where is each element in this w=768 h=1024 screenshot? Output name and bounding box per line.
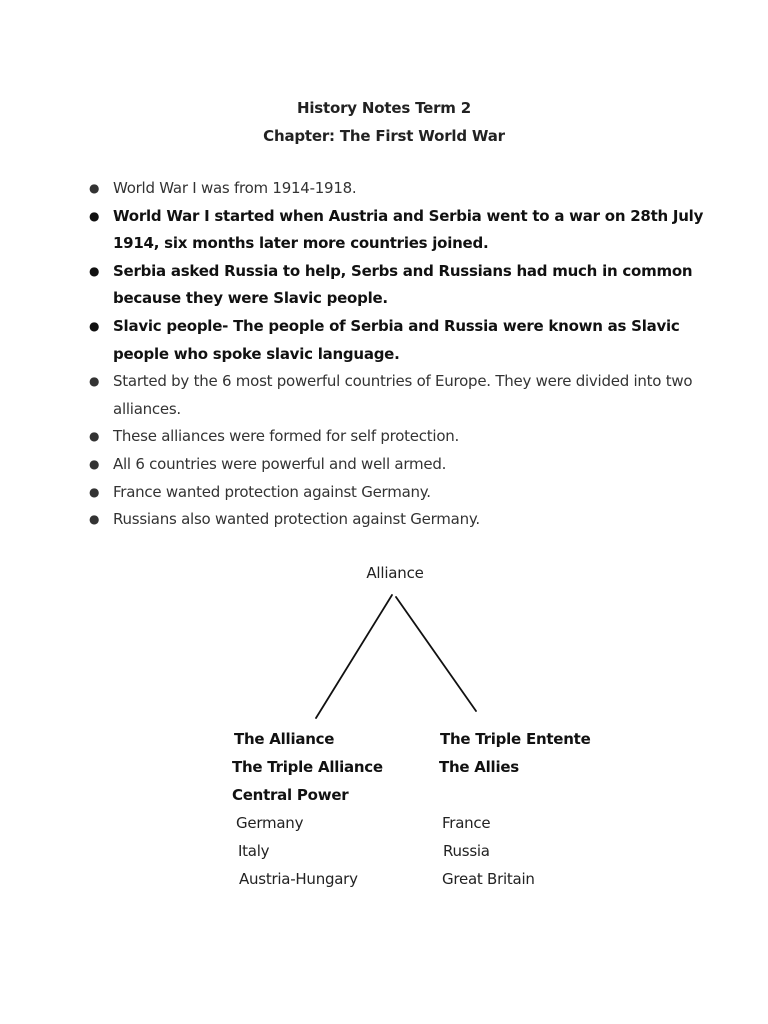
note-text: All 6 countries were powerful and well armed.	[113, 454, 447, 473]
bullet-icon: ●	[89, 263, 100, 278]
chapter-title: Chapter: The First World War	[263, 127, 505, 145]
left-alliance-column	[232, 725, 383, 893]
note-text: World War I started when Austria and Serbia went to a war on 28th July 1914, six months later more countries joined.	[113, 206, 704, 253]
note-item	[88, 451, 708, 479]
note-item	[88, 175, 708, 203]
bullet-icon: ●	[89, 318, 100, 333]
bullet-icon: ●	[89, 484, 100, 499]
left-heading: The Triple Alliance	[232, 758, 383, 776]
left-member: Austria-Hungary	[239, 870, 358, 888]
document-header	[0, 94, 768, 150]
note-text: Russians also wanted protection against Germany.	[113, 510, 480, 529]
bullet-icon: ●	[89, 374, 100, 389]
bullet-icon: ●	[89, 512, 100, 527]
left-heading: The Alliance	[234, 730, 335, 748]
note-item	[88, 479, 708, 507]
right-branch-line	[396, 597, 476, 711]
bullet-icon: ●	[89, 181, 100, 195]
note-item	[88, 423, 708, 451]
bullet-icon: ●	[89, 429, 100, 444]
note-text: France wanted protection against Germany.	[113, 482, 431, 501]
note-text: Slavic people- The people of Serbia and Russia were known as Slavic people who spoke slavic language.	[113, 316, 680, 363]
note-text: Started by the 6 most powerful countries of Europe. They were divided into two alliances.	[113, 372, 693, 418]
right-alliance-column	[439, 725, 591, 893]
notes-list	[88, 175, 708, 534]
note-text: Serbia asked Russia to help, Serbs and Russians had much in common because they were Slavic people.	[113, 261, 693, 308]
bullet-icon: ●	[89, 456, 100, 471]
right-heading: The Allies	[439, 758, 519, 776]
right-member: Russia	[443, 842, 490, 860]
note-item	[88, 258, 708, 313]
right-member: Great Britain	[442, 870, 535, 888]
left-member: Italy	[238, 842, 270, 860]
note-item	[88, 203, 708, 258]
bullet-icon: ●	[89, 208, 100, 223]
left-heading: Central Power	[232, 786, 349, 804]
diagram-root-label: Alliance	[366, 564, 424, 582]
note-text: World War I was from 1914-1918.	[113, 179, 357, 197]
note-item	[88, 368, 708, 423]
left-member: Germany	[236, 814, 304, 832]
right-spacer	[439, 781, 591, 809]
right-member: France	[442, 814, 491, 832]
note-text: These alliances were formed for self protection.	[113, 427, 460, 446]
document-title: History Notes Term 2	[297, 99, 471, 117]
right-heading: The Triple Entente	[440, 730, 591, 748]
note-item	[88, 506, 708, 534]
left-branch-line	[316, 595, 392, 718]
note-item	[88, 313, 708, 368]
